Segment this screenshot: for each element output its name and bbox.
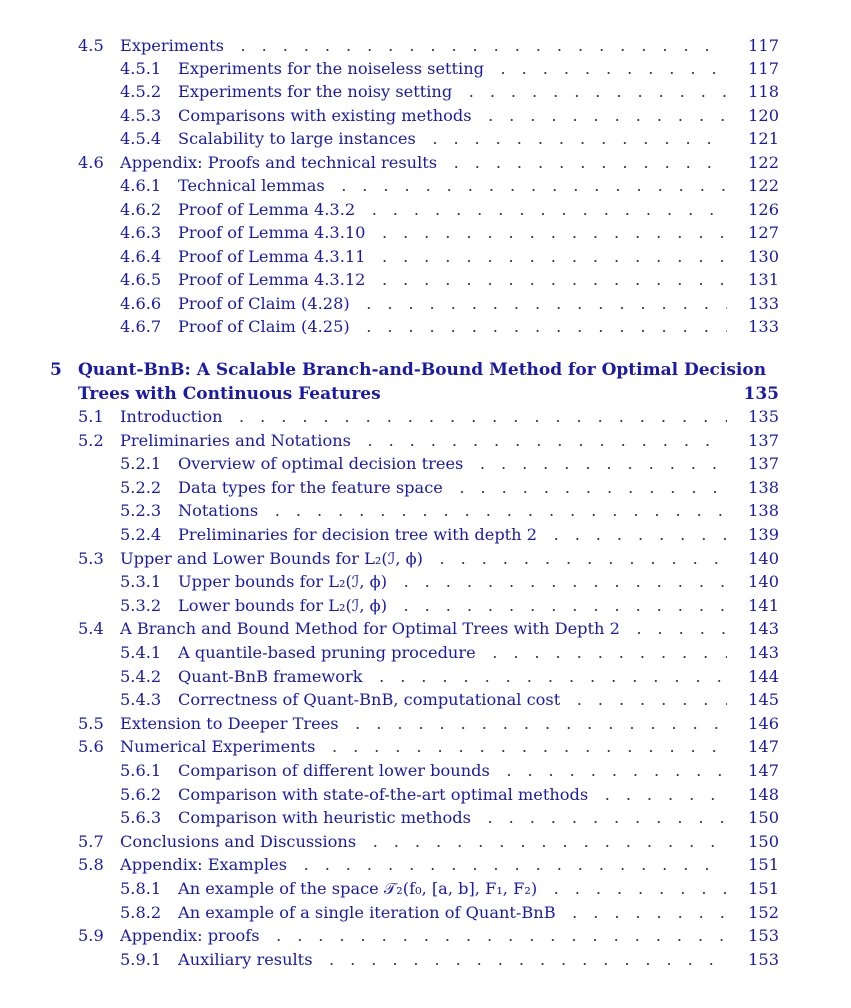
toc-chapter-5[interactable] [50,359,779,407]
toc-page: 133 [748,317,779,336]
toc-number: 5.3.2 [120,596,162,615]
toc-title: Numerical Experiments [120,737,321,756]
toc-title: Appendix: Examples [120,855,293,874]
toc-title: Comparisons with existing methods [178,106,478,125]
toc-page: 137 [748,454,779,473]
chapter-title-line1: Quant-BnB: A Scalable Branch-and-Bound Method for Optimal Decision [78,360,767,380]
toc-entry-5-3-1[interactable] [120,571,779,593]
toc-page: 144 [748,667,779,686]
toc-title: Experiments for the noiseless setting [178,59,490,78]
chapter-title-line2: Trees with Continuous Features [78,384,381,404]
toc-number: 5.6.3 [120,808,162,827]
toc-entry-4-6-4[interactable] [120,246,779,268]
toc-page: 138 [748,501,779,520]
toc-page: 117 [748,36,779,55]
toc-entry-4-6-5[interactable] [120,269,779,291]
toc-number: 5.8.1 [120,879,162,898]
toc-title: Data types for the feature space [178,478,449,497]
toc-entry-5-5[interactable] [78,713,779,735]
toc-number: 5.2.3 [120,501,162,520]
toc-number: 4.6.1 [120,176,162,195]
toc-title: Proof of Lemma 4.3.2 [178,200,361,219]
toc-title: An example of a single iteration of Quant-BnB [178,903,562,922]
toc-entry-5-4-3[interactable] [120,689,779,711]
toc-page: 135 [748,407,779,426]
toc-title: Notations [178,501,264,520]
toc-entry-5-6[interactable] [78,736,779,758]
toc-page: 131 [748,270,779,289]
toc-entry-4-6[interactable] [78,152,779,174]
toc-page: 153 [748,926,779,945]
toc-page: 151 [748,855,779,874]
toc-entry-4-5-2[interactable] [120,81,779,103]
toc-number: 5.2.2 [120,478,162,497]
toc-title: A quantile-based pruning procedure [178,643,482,662]
toc-title: Overview of optimal decision trees [178,454,469,473]
toc-entry-4-6-1[interactable] [120,175,779,197]
toc-page: 126 [748,200,779,219]
toc-title: Appendix: Proofs and technical results [120,153,443,172]
toc-number: 5.3 [78,549,104,568]
toc-number: 4.6 [78,153,104,172]
toc-title: Technical lemmas [178,176,331,195]
toc-number: 5.4.2 [120,667,162,686]
toc-number: 4.6.5 [120,270,162,289]
toc-title: Lower bounds for L₂(ℐ, ϕ) [178,596,393,615]
toc-title: Proof of Lemma 4.3.10 [178,223,371,242]
toc-title: Comparison of different lower bounds [178,761,496,780]
toc-entry-5-4-2[interactable] [120,666,779,688]
toc-entry-5-4-1[interactable] [120,642,779,664]
toc-entry-4-6-7[interactable] [120,316,779,338]
toc-number: 5.2 [78,431,104,450]
toc-page: 146 [748,714,779,733]
toc-page: 139 [748,525,779,544]
toc-number: 4.6.7 [120,317,162,336]
toc-entry-4-6-3[interactable] [120,222,779,244]
toc-number: 5.4.3 [120,690,162,709]
toc-number: 5.6 [78,737,104,756]
toc-number: 5.3.1 [120,572,162,591]
toc-title: Upper and Lower Bounds for L₂(ℐ, ϕ) [120,549,429,568]
toc-page: 143 [748,619,779,638]
toc-number: 4.6.4 [120,247,162,266]
toc-entry-5-3-2[interactable] [120,595,779,617]
toc-page: 151 [748,879,779,898]
toc-number: 5.7 [78,832,104,851]
toc-number: 4.5.1 [120,59,162,78]
toc-number: 4.5.4 [120,129,162,148]
toc-number: 5.6.1 [120,761,162,780]
chapter-page: 135 [743,384,779,404]
toc-entry-5-4[interactable] [78,618,779,640]
toc-title: Scalability to large instances [178,129,422,148]
toc-number: 4.6.3 [120,223,162,242]
chapter-number: 5 [50,360,62,380]
toc-page: 117 [748,59,779,78]
toc-title: Preliminaries and Notations [120,431,357,450]
toc-title: Proof of Claim (4.25) [178,317,356,336]
toc-entry-4-5-1[interactable] [120,58,779,80]
toc-entry-5-9[interactable] [78,925,779,947]
toc-page: 140 [748,549,779,568]
toc-number: 5.8.2 [120,903,162,922]
toc-entry-5-6-3[interactable] [120,807,779,829]
toc-title: Experiments for the noisy setting [178,82,458,101]
toc-page: 120 [748,106,779,125]
toc-page: 150 [748,808,779,827]
toc-entry-5-9-1[interactable] [120,949,779,971]
toc-title: Proof of Lemma 4.3.12 [178,270,371,289]
toc-page: 118 [748,82,779,101]
toc-page: 143 [748,643,779,662]
toc-page: 122 [748,176,779,195]
toc-number: 5.8 [78,855,104,874]
toc-entry-4-5-3[interactable] [120,105,779,127]
toc-entry-5-6-1[interactable] [120,760,779,782]
toc-page: 153 [748,950,779,969]
toc-entry-5-2-1[interactable] [120,453,779,475]
toc-entry-5-3[interactable] [78,548,779,570]
toc-number: 4.6.6 [120,294,162,313]
toc-title: Correctness of Quant-BnB, computational cost [178,690,566,709]
toc-entry-5-2-3[interactable] [120,500,779,522]
toc-entry-5-8-2[interactable] [120,902,779,924]
toc-title: An example of the space 𝒯₂(f₀, [a, b], F₁, F₂) [178,879,543,898]
toc-entry-4-6-2[interactable] [120,199,779,221]
toc-title: Appendix: proofs [120,926,266,945]
toc-title: Proof of Claim (4.28) [178,294,356,313]
toc-number: 5.9 [78,926,104,945]
toc-title: Quant-BnB framework [178,667,369,686]
toc-page: 147 [748,737,779,756]
toc-page: 137 [748,431,779,450]
toc-number: 4.5.3 [120,106,162,125]
toc-entry-5-7[interactable] [78,831,779,853]
toc-number: 4.5 [78,36,104,55]
toc-page: 141 [748,596,779,615]
toc-number: 5.2.4 [120,525,162,544]
toc-page: 148 [748,785,779,804]
toc-entry-5-6-2[interactable] [120,784,779,806]
toc-number: 5.4 [78,619,104,638]
toc-page: 127 [748,223,779,242]
toc-number: 5.2.1 [120,454,162,473]
toc-page: 150 [748,832,779,851]
toc-number: 5.9.1 [120,950,162,969]
toc-page: 121 [748,129,779,148]
toc-entry-5-2-4[interactable] [120,524,779,546]
toc-title: Upper bounds for L₂(ℐ, ϕ) [178,572,393,591]
toc-entry-4-6-6[interactable] [120,293,779,315]
toc-title: Comparison with state-of-the-art optimal methods [178,785,594,804]
toc-page: 138 [748,478,779,497]
toc-number: 5.4.1 [120,643,162,662]
toc-number: 5.6.2 [120,785,162,804]
toc-title: Comparison with heuristic methods [178,808,477,827]
toc-title: Extension to Deeper Trees [120,714,345,733]
toc-number: 5.1 [78,407,104,426]
toc-title: Auxiliary results [178,950,319,969]
toc-number: 4.5.2 [120,82,162,101]
toc-title: Experiments [120,36,230,55]
toc-number: 4.6.2 [120,200,162,219]
toc-title: Preliminaries for decision tree with depth 2 [178,525,543,544]
toc-page: 140 [748,572,779,591]
toc-number: 5.5 [78,714,104,733]
toc-page: 147 [748,761,779,780]
toc-entry-5-2-2[interactable] [120,477,779,499]
toc-entry-4-5[interactable] [78,35,779,57]
toc-entry-5-8[interactable] [78,854,779,876]
toc-entry-4-5-4[interactable] [120,128,779,150]
toc-title: Introduction [120,407,229,426]
toc-title: Proof of Lemma 4.3.11 [178,247,371,266]
toc-page: 130 [748,247,779,266]
toc-page: 122 [748,153,779,172]
toc-entry-5-2[interactable] [78,430,779,452]
toc-page: 145 [748,690,779,709]
toc-page: 133 [748,294,779,313]
toc-title: A Branch and Bound Method for Optimal Trees with Depth 2 [120,619,626,638]
toc-title: Conclusions and Discussions [120,832,362,851]
toc-entry-5-8-1[interactable] [120,878,779,900]
toc-page: 152 [748,903,779,922]
toc-entry-5-1[interactable] [78,406,779,428]
